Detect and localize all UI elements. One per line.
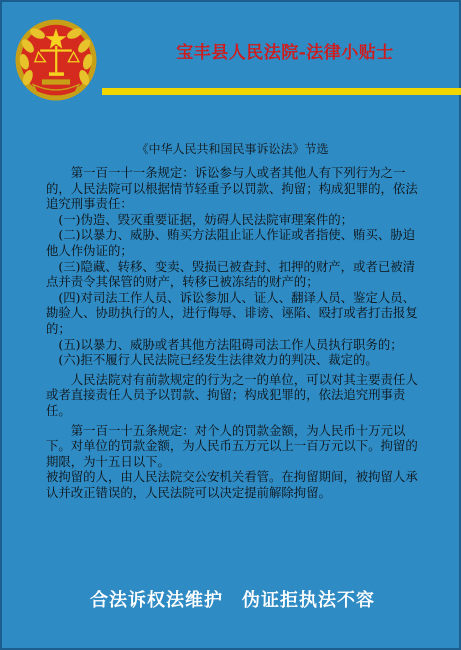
article-111-unit: 人民法院对有前款规定的行为之一的单位，可以对其主要责任人或者直接责任人员予以罚款、拘留；构成犯罪的，依法追究刑事责任。 — [46, 371, 418, 418]
title-underline-bar — [102, 88, 461, 95]
document-body — [46, 165, 426, 500]
article-115: 第一百一十五条规定：对个人的罚款金额，为人民币十万元以下。对单位的罚款金额，为人民币五万元以上一百万元以下。拘留的期限，为十五日以下。 — [46, 422, 418, 469]
list-item: (三)隐藏、转移、变卖、毁损已被查封、扣押的财产，或者已被清点并责令其保管的财产，转移已被冻结的财产的； — [46, 258, 415, 290]
document-subtitle: 《中华人民共和国民事诉讼法》节选 — [136, 142, 329, 156]
page-title: 宝丰县人民法院-法律小贴士 — [176, 43, 394, 63]
footer-slogan: 合法诉权法维护 伪证拒执法不容 — [90, 590, 375, 611]
court-emblem-icon — [12, 16, 100, 104]
list-item: (一)伪造、毁灭重要证据，妨碍人民法院审理案件的； — [58, 211, 354, 227]
detention-note: 被拘留的人，由人民法院交公安机关看管。在拘留期间，被拘留人承认并改正错误的，人民法院可以决定提前解除拘留。 — [46, 469, 418, 500]
list-item: (四)对司法工作人员、诉讼参加人、证人、翻译人员、鉴定人员、勘验人、协助执行的人，进行侮辱、诽谤、诬陷、殴打或者打击报复的； — [46, 289, 418, 336]
header — [2, 2, 461, 112]
list-item: (五)以暴力、威胁或者其他方法阻碍司法工作人员执行职务的； — [58, 336, 403, 352]
article-111-intro: 第一百一十一条规定：诉讼参与人或者其他人有下列行为之一的，人民法院可以根据情节轻重予以罚款、拘留；构成犯罪的，依法追究刑事责任： — [46, 165, 418, 212]
list-item: (六)拒不履行人民法院已经发生法律效力的判决、裁定的。 — [58, 352, 378, 368]
list-item: (二)以暴力、威胁、贿买方法阻止证人作证或者指使、贿买、胁迫他人作伪证的； — [46, 227, 415, 258]
